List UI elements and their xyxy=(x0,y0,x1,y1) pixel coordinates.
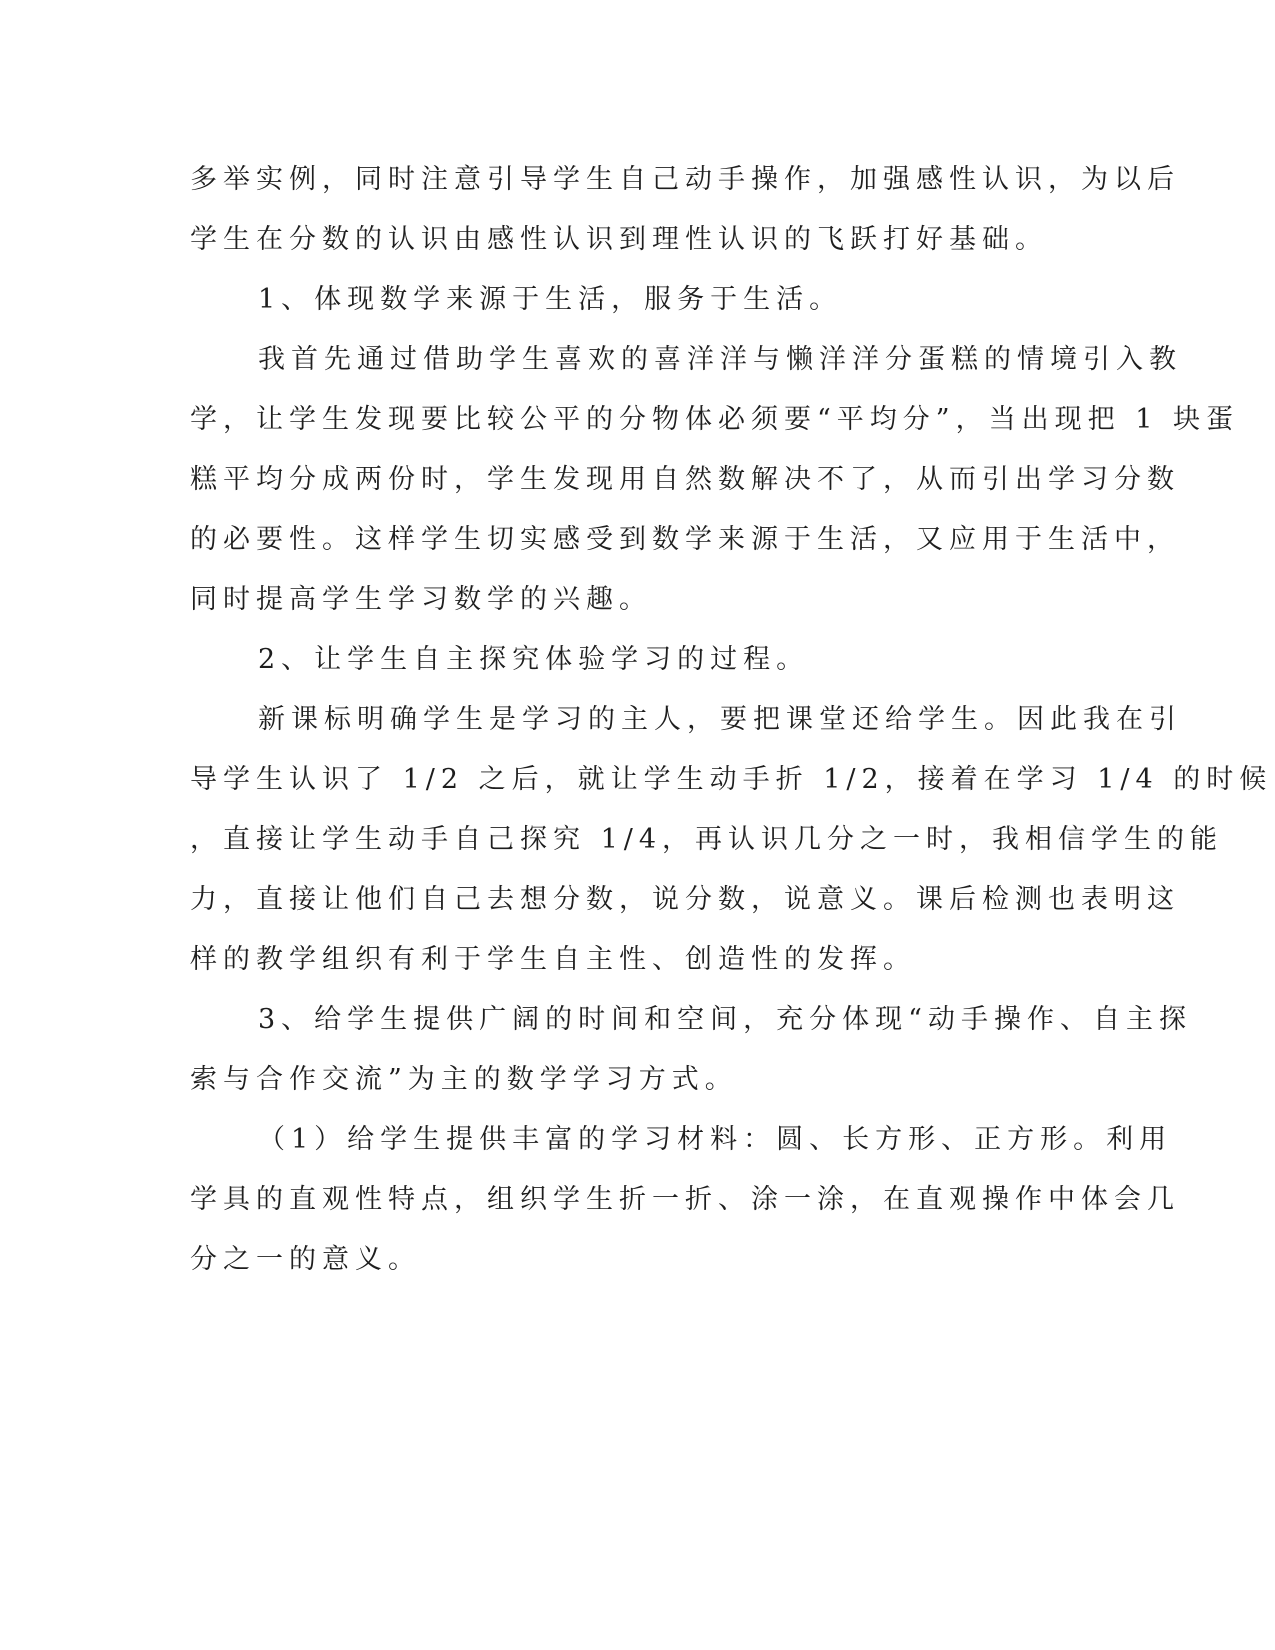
section-heading: 1、体现数学来源于生活，服务于生活。 xyxy=(258,284,843,315)
text-line: 糕平均分成两份时，学生发现用自然数解决不了，从而引出学习分数 xyxy=(190,464,1180,495)
text-line: 导学生认识了 1/2 之后，就让学生动手折 1/2，接着在学习 1/4 的时候 xyxy=(190,764,1273,795)
text-line: 学，让学生发现要比较公平的分物体必须要“平均分”，当出现把 1 块蛋 xyxy=(190,404,1239,435)
text-line: 我首先通过借助学生喜欢的喜洋洋与懒洋洋分蛋糕的情境引入教 xyxy=(258,344,1182,375)
text-line: ，直接让学生动手自己探究 1/4，再认识几分之一时，我相信学生的能 xyxy=(190,824,1224,855)
text-line: 索与合作交流”为主的数学学习方式。 xyxy=(190,1064,738,1095)
section-heading: 2、让学生自主探究体验学习的过程。 xyxy=(258,644,810,675)
text-line: 分之一的意义。 xyxy=(190,1244,421,1275)
text-line: 多举实例，同时注意引导学生自己动手操作，加强感性认识，为以后 xyxy=(190,164,1180,195)
text-line: 力，直接让他们自己去想分数，说分数，说意义。课后检测也表明这 xyxy=(190,884,1180,915)
text-line: 同时提高学生学习数学的兴趣。 xyxy=(190,584,652,615)
text-line: （1）给学生提供丰富的学习材料：圆、长方形、正方形。利用 xyxy=(258,1124,1173,1155)
text-line: 学具的直观性特点，组织学生折一折、涂一涂，在直观操作中体会几 xyxy=(190,1184,1180,1215)
section-heading: 3、给学生提供广阔的时间和空间，充分体现“动手操作、自主探 xyxy=(258,1004,1192,1035)
text-line: 新课标明确学生是学习的主人，要把课堂还给学生。因此我在引 xyxy=(258,704,1182,735)
text-line: 的必要性。这样学生切实感受到数学来源于生活，又应用于生活中， xyxy=(190,524,1180,555)
text-line: 学生在分数的认识由感性认识到理性认识的飞跃打好基础。 xyxy=(190,224,1048,255)
text-line: 样的教学组织有利于学生自主性、创造性的发挥。 xyxy=(190,944,916,975)
